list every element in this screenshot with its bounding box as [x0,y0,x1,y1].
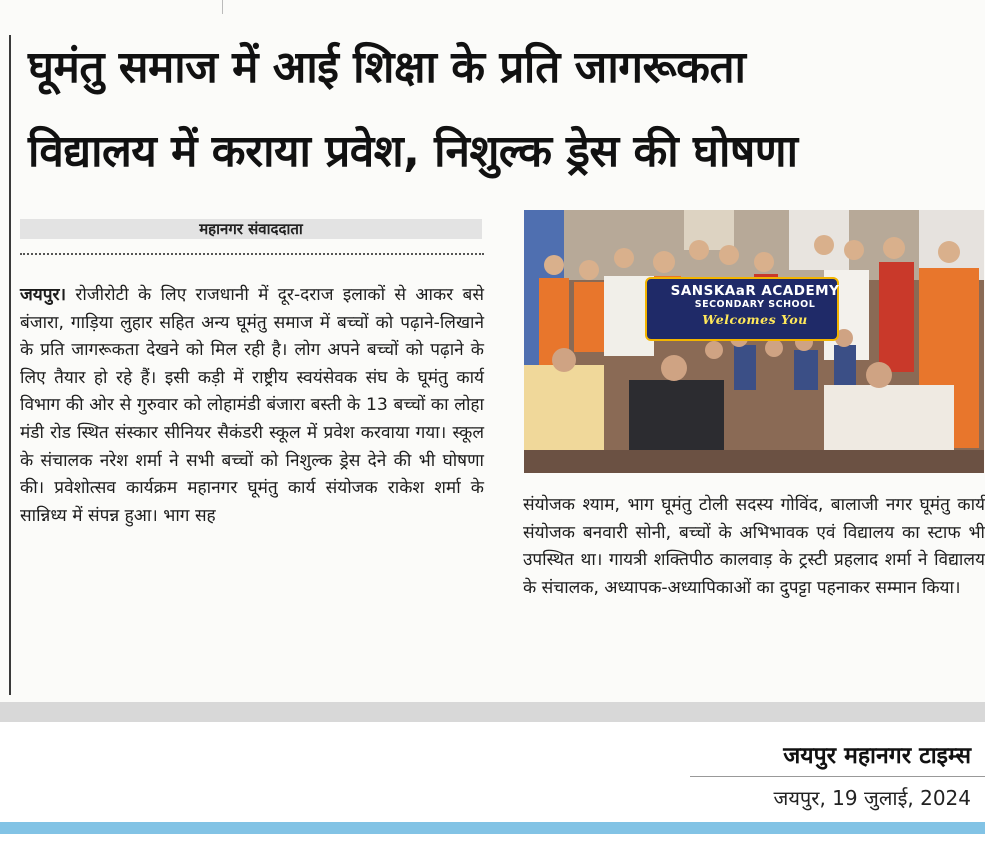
body-text-left: रोजीरोटी के लिए राजधानी में दूर-दराज इलाकों से आकर बसे बंजारा, गाड़िया लुहार सहित अन्य घूमंतु समाज में बच्चों को पढ़ाने-लिखाने के प्रति जागरूकता देखने को मिल रही है। लोग अपने बच्चों को पढ़ाने के लिए तैयार हो रहे हैं। इसी कड़ी में राष्ट्रीय स्वयंसेवक संघ के घूमंतु कार्य विभाग की ओर से गुरुवार को लोहामंडी बंजारा बस्ती के 13 बच्चों का लोहा मंडी रोड स्थित संस्कार सीनियर सैकंडरी स्कूल में प्रवेश करवाया गया। स्कूल के संचालक नरेश शर्मा ने सभी बच्चों को निशुल्क ड्रेस देने की भी घोषणा की। प्रवेशोत्सव कार्यक्रम महानगर घूमंतु कार्य संयोजक राकेश शर्मा के सान्निध्य में संपन्न हुआ। भाग सह [20,285,484,526]
article-body-right: संयोजक श्याम, भाग घूमंतु टोली सदस्य गोविंद, बालाजी नगर घूमंतु कार्य संयोजक बनवारी सोनी, बच्चों के अभिभावक एवं विद्यालय का स्टाफ भी उपस्थित था। गायत्री शक्तिपीठ कालवाड़ के ट्रस्टी प्रहलाद शर्मा ने विद्यालय के संचालक, अध्यापक-अध्यापिकाओं का दुपट्टा पहनाकर सम्मान किया। [523,495,985,598]
banner-line-2: SECONDARY SCHOOL [694,299,816,310]
dateline: जयपुर। [20,285,67,305]
publication-name: जयपुर महानगर टाइम्स [783,743,971,769]
dotted-divider [20,253,484,255]
crop-mark [222,0,223,14]
column-rule [9,35,11,695]
headline-line-2: विद्यालय में कराया प्रवेश, निशुल्क ड्रेस की घोषणा [28,126,798,177]
event-photo [524,210,984,473]
footer-divider [0,702,985,722]
article-body-left [20,282,484,530]
banner-line-3: Welcomes You [702,312,808,327]
publication-rule [690,776,985,777]
photo-illustration [524,210,984,473]
headline-line-1: घूमंतु समाज में आई शिक्षा के प्रति जागरूकता [28,42,746,93]
byline: महानगर संवाददाता [20,219,482,239]
publication-date: जयपुर, 19 जुलाई, 2024 [773,786,971,810]
school-banner [655,283,855,329]
banner-line-1: SANSKAaR ACADEMY [670,283,840,299]
footer-color-bar [0,822,985,834]
